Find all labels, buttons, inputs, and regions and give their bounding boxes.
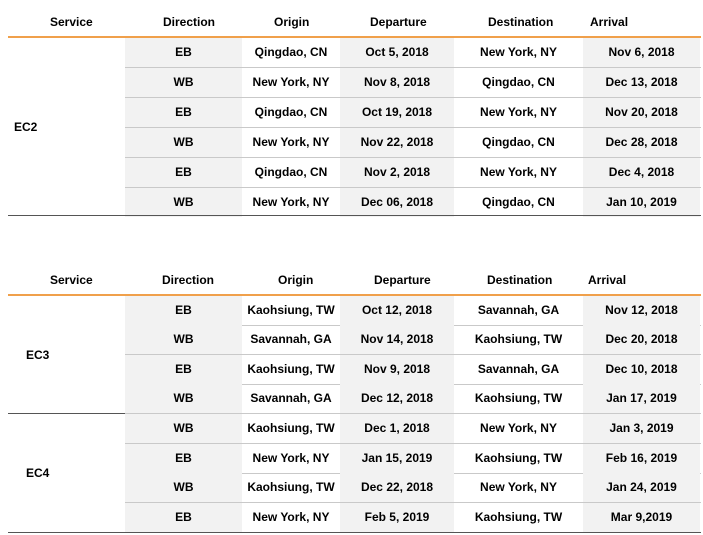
header-origin: Origin bbox=[274, 15, 310, 29]
table-row bbox=[125, 68, 701, 98]
cell-direction: WB bbox=[125, 325, 242, 354]
cell-direction: EB bbox=[125, 296, 242, 325]
header-arrival: Arrival bbox=[590, 15, 629, 29]
cell-destination: Savannah, GA bbox=[477, 303, 560, 317]
cell-direction: EB bbox=[125, 503, 242, 532]
cell-origin: New York, NY bbox=[252, 451, 330, 465]
cell-arrival: Mar 9,2019 bbox=[583, 503, 700, 532]
cell-departure: Nov 8, 2018 bbox=[340, 68, 454, 97]
cell-origin: Savannah, GA bbox=[250, 391, 332, 405]
table-row bbox=[125, 188, 701, 217]
table-row bbox=[125, 128, 701, 158]
cell-departure: Oct 19, 2018 bbox=[340, 98, 454, 127]
cell-departure: Nov 2, 2018 bbox=[340, 158, 454, 187]
cell-arrival: Nov 6, 2018 bbox=[583, 38, 700, 67]
cell-destination: Kaohsiung, TW bbox=[474, 332, 563, 346]
service-label: EC3 bbox=[26, 348, 50, 362]
table-row bbox=[125, 444, 701, 474]
cell-direction: EB bbox=[125, 158, 242, 187]
header-service: Service bbox=[50, 15, 93, 29]
cell-arrival: Dec 28, 2018 bbox=[583, 128, 700, 157]
service-cell bbox=[8, 414, 125, 532]
table-row bbox=[125, 473, 701, 503]
cell-origin: Kaohsiung, TW bbox=[247, 303, 335, 317]
schedule-table-ec2 bbox=[8, 8, 701, 216]
cell-arrival: Nov 12, 2018 bbox=[583, 296, 700, 325]
table-row bbox=[125, 355, 701, 385]
service-label: EC2 bbox=[14, 120, 38, 134]
table-row bbox=[125, 38, 701, 68]
cell-direction: EB bbox=[125, 98, 242, 127]
table-header bbox=[8, 8, 701, 36]
header-arrival: Arrival bbox=[588, 273, 627, 287]
cell-destination: New York, NY bbox=[480, 421, 557, 435]
cell-arrival: Jan 3, 2019 bbox=[583, 414, 700, 443]
cell-direction: WB bbox=[125, 188, 242, 217]
cell-direction: WB bbox=[125, 414, 242, 443]
cell-origin: Savannah, GA bbox=[250, 332, 332, 346]
schedule-table-ec3-ec4 bbox=[8, 266, 701, 534]
header-origin: Origin bbox=[278, 273, 314, 287]
cell-origin: Qingdao, CN bbox=[254, 105, 328, 119]
service-label: EC4 bbox=[26, 466, 50, 480]
cell-departure: Oct 12, 2018 bbox=[340, 296, 454, 325]
cell-destination: Kaohsiung, TW bbox=[474, 391, 563, 405]
cell-direction: WB bbox=[125, 384, 242, 413]
cell-arrival: Dec 13, 2018 bbox=[583, 68, 700, 97]
cell-origin: Kaohsiung, TW bbox=[247, 421, 335, 435]
cell-direction: EB bbox=[125, 38, 242, 67]
cell-departure: Jan 15, 2019 bbox=[340, 444, 454, 473]
cell-departure: Dec 22, 2018 bbox=[340, 473, 454, 502]
table-row bbox=[125, 414, 701, 444]
header-departure: Departure bbox=[374, 273, 431, 287]
header-destination: Destination bbox=[487, 273, 553, 287]
cell-arrival: Jan 17, 2019 bbox=[583, 384, 700, 413]
cell-arrival: Jan 10, 2019 bbox=[583, 188, 700, 217]
cell-arrival: Jan 24, 2019 bbox=[583, 473, 700, 502]
cell-arrival: Nov 20, 2018 bbox=[583, 98, 700, 127]
cell-direction: EB bbox=[125, 355, 242, 384]
cell-origin: Kaohsiung, TW bbox=[247, 480, 335, 494]
cell-destination: New York, NY bbox=[480, 105, 557, 119]
cell-origin: Qingdao, CN bbox=[254, 45, 328, 59]
cell-origin: Kaohsiung, TW bbox=[247, 362, 335, 376]
cell-departure: Dec 1, 2018 bbox=[340, 414, 454, 443]
header-service: Service bbox=[50, 273, 93, 287]
cell-origin: New York, NY bbox=[252, 135, 330, 149]
cell-departure: Nov 14, 2018 bbox=[340, 325, 454, 354]
service-cell bbox=[8, 38, 125, 216]
cell-destination: New York, NY bbox=[480, 165, 557, 179]
cell-origin: New York, NY bbox=[252, 75, 330, 89]
header-destination: Destination bbox=[488, 15, 554, 29]
cell-arrival: Feb 16, 2019 bbox=[583, 444, 700, 473]
table-row bbox=[125, 158, 701, 188]
cell-destination: New York, NY bbox=[480, 480, 557, 494]
table-bottom-border bbox=[8, 215, 701, 216]
cell-destination: Qingdao, CN bbox=[482, 75, 555, 89]
cell-destination: New York, NY bbox=[480, 45, 557, 59]
cell-direction: WB bbox=[125, 128, 242, 157]
cell-arrival: Dec 20, 2018 bbox=[583, 325, 700, 354]
cell-direction: EB bbox=[125, 444, 242, 473]
cell-departure: Feb 5, 2019 bbox=[340, 503, 454, 532]
cell-destination: Savannah, GA bbox=[477, 362, 560, 376]
service-cell bbox=[8, 296, 125, 414]
cell-destination: Kaohsiung, TW bbox=[474, 451, 563, 465]
header-direction: Direction bbox=[163, 15, 216, 29]
table-row bbox=[125, 325, 701, 355]
cell-destination: Qingdao, CN bbox=[482, 195, 555, 209]
cell-direction: WB bbox=[125, 473, 242, 502]
cell-origin: Qingdao, CN bbox=[254, 165, 328, 179]
table-row bbox=[125, 384, 701, 414]
cell-departure: Oct 5, 2018 bbox=[340, 38, 454, 67]
cell-arrival: Dec 10, 2018 bbox=[583, 355, 700, 384]
table-bottom-border bbox=[8, 532, 701, 533]
cell-destination: Qingdao, CN bbox=[482, 135, 555, 149]
table-header bbox=[8, 266, 701, 294]
table-row bbox=[125, 98, 701, 128]
cell-departure: Nov 9, 2018 bbox=[340, 355, 454, 384]
cell-origin: New York, NY bbox=[252, 195, 330, 209]
cell-departure: Dec 06, 2018 bbox=[340, 188, 454, 217]
cell-departure: Nov 22, 2018 bbox=[340, 128, 454, 157]
table-row bbox=[125, 503, 701, 532]
cell-direction: WB bbox=[125, 68, 242, 97]
header-departure: Departure bbox=[370, 15, 427, 29]
header-direction: Direction bbox=[162, 273, 215, 287]
cell-departure: Dec 12, 2018 bbox=[340, 384, 454, 413]
cell-origin: New York, NY bbox=[252, 510, 330, 524]
cell-arrival: Dec 4, 2018 bbox=[583, 158, 700, 187]
cell-destination: Kaohsiung, TW bbox=[474, 510, 563, 524]
table-row bbox=[125, 296, 701, 326]
